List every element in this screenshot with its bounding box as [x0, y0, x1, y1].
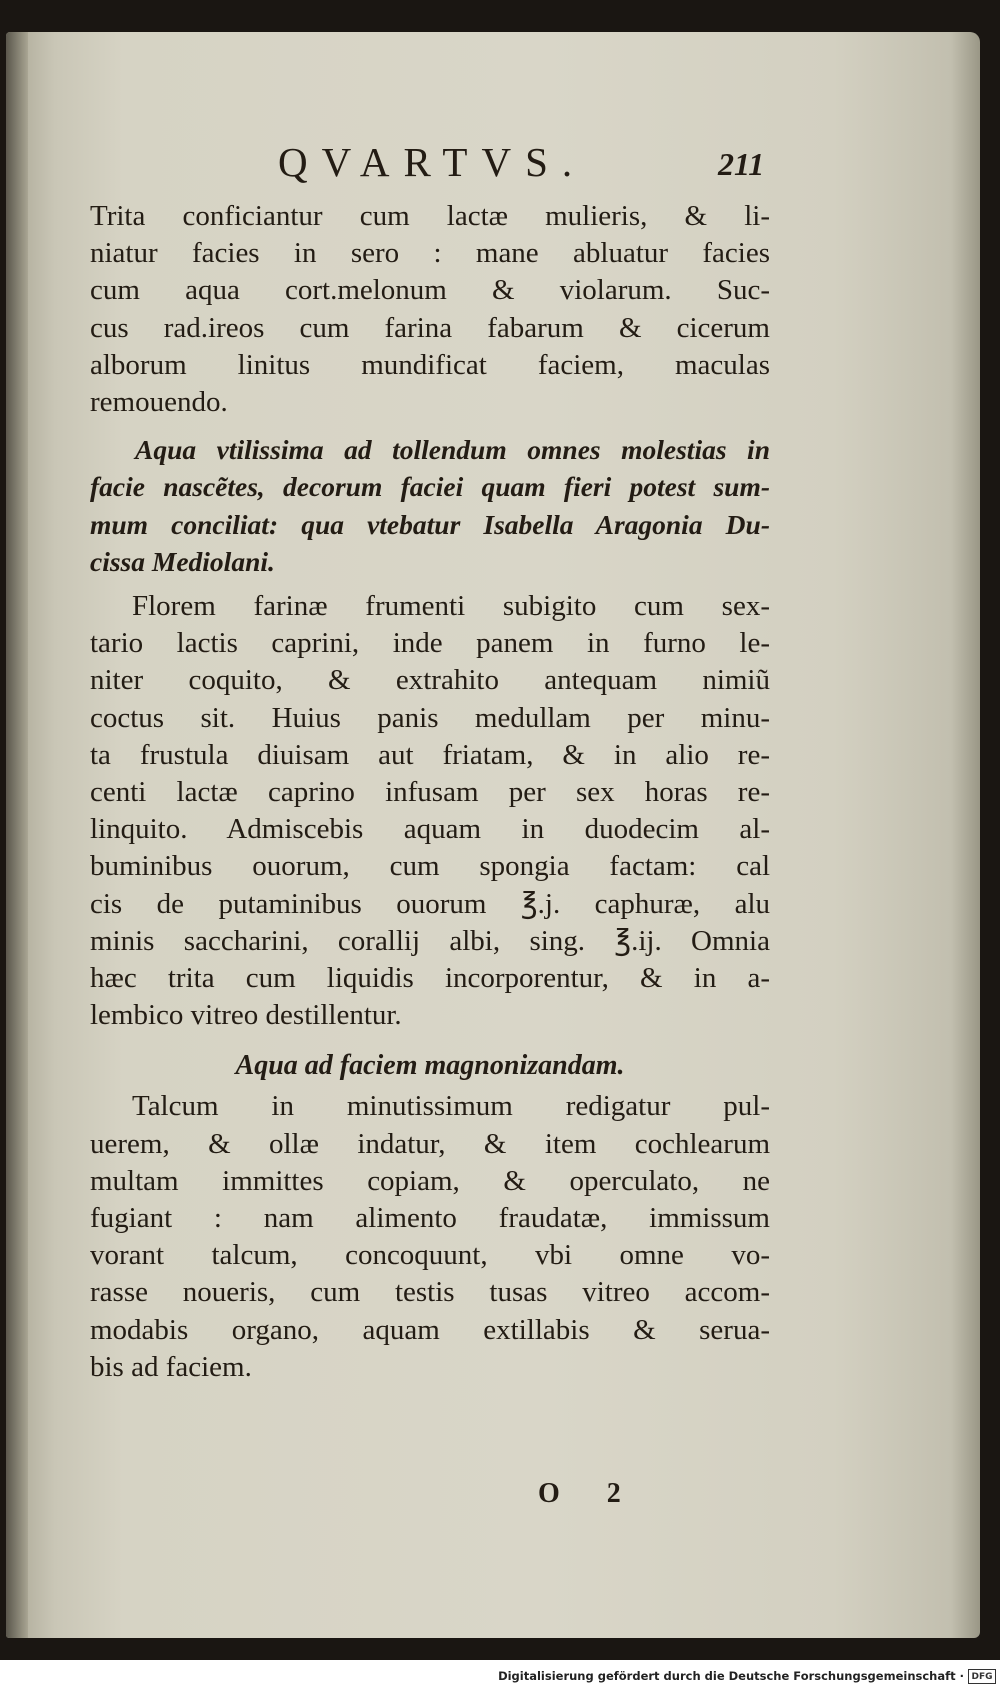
recipe-heading-1	[90, 431, 770, 580]
heading-line: facie nascẽtes, decorum faciei quam fieri potest sum-	[90, 471, 770, 503]
text-line: cus rad.ireos cum farina fabarum & cicerum	[90, 311, 770, 344]
text-line: tario lactis caprini, inde panem in furno le-	[90, 627, 770, 660]
heading-line: mum conciliat: qua vtebatur Isabella Aragonia Du-	[90, 508, 770, 540]
text-line: vorant talcum, concoquunt, vbi omne vo-	[90, 1239, 770, 1272]
page-number: 211	[718, 146, 765, 182]
dfg-logo: DFG	[968, 1669, 996, 1684]
text-line: alborum linitus mundificat faciem, maculas	[90, 348, 770, 381]
text-line: coctus sit. Huius panis medullam per minu-	[90, 701, 770, 734]
paragraph-2	[90, 588, 770, 1034]
text-line: rasse noueris, cum testis tusas vitreo accom-	[90, 1276, 770, 1309]
heading-line: Aqua vtilissima ad tollendum omnes molestias in	[135, 434, 770, 466]
text-line: uerem, & ollæ indatur, & item cochlearum	[90, 1127, 770, 1160]
text-line: minis saccharini, corallij albi, sing. ℥.ij. Omnia	[90, 924, 770, 957]
text-line: linquito. Admiscebis aquam in duodecim al-	[90, 813, 770, 846]
text-line: buminibus ouorum, cum spongia factam: cal	[90, 850, 770, 883]
page-text	[90, 138, 770, 1386]
paragraph-3	[90, 1088, 770, 1386]
text-line: cum aqua cort.melonum & violarum. Suc-	[90, 274, 770, 307]
text-line: modabis organo, aquam extillabis & serua-	[90, 1313, 770, 1346]
text-line: Talcum in minutissimum redigatur pul-	[132, 1090, 770, 1123]
text-line: cis de putaminibus ouorum ℥.j. caphuræ, alu	[90, 887, 770, 920]
heading-line: cissa Mediolani.	[90, 545, 275, 577]
footer-bar	[0, 1666, 1000, 1688]
text-line: lembico vitreo destillentur.	[90, 999, 402, 1032]
page-header	[90, 138, 770, 198]
page-gutter	[6, 32, 28, 1638]
text-line: centi lactæ caprino infusam per sex horas re-	[90, 776, 770, 809]
text-line: Trita conficiantur cum lactæ mulieris, & li-	[90, 200, 770, 232]
running-title: QVARTVS.	[278, 139, 587, 185]
text-line: remouendo.	[90, 386, 228, 419]
text-line: bis ad faciem.	[90, 1350, 252, 1383]
signature-mark: O 2	[538, 1478, 641, 1509]
text-line: hæc trita cum liquidis incorporentur, & in a-	[90, 962, 770, 995]
text-line: niter coquito, & extrahito antequam nimiũ	[90, 664, 770, 697]
text-line: ta frustula diuisam aut friatam, & in alio re-	[90, 738, 770, 771]
text-line: niatur facies in sero : mane abluatur facies	[90, 237, 770, 270]
paragraph-1	[90, 198, 770, 421]
text-line: multam immittes copiam, & operculato, ne	[90, 1164, 770, 1197]
text-line: Florem farinæ frumenti subigito cum sex-	[132, 590, 770, 623]
text-line: fugiant : nam alimento fraudatæ, immissum	[90, 1202, 770, 1235]
recipe-heading-2: Aqua ad faciem magnonizandam.	[235, 1050, 625, 1082]
funding-credit: Digitalisierung gefördert durch die Deutsche Forschungsgemeinschaft ·	[498, 1669, 964, 1683]
